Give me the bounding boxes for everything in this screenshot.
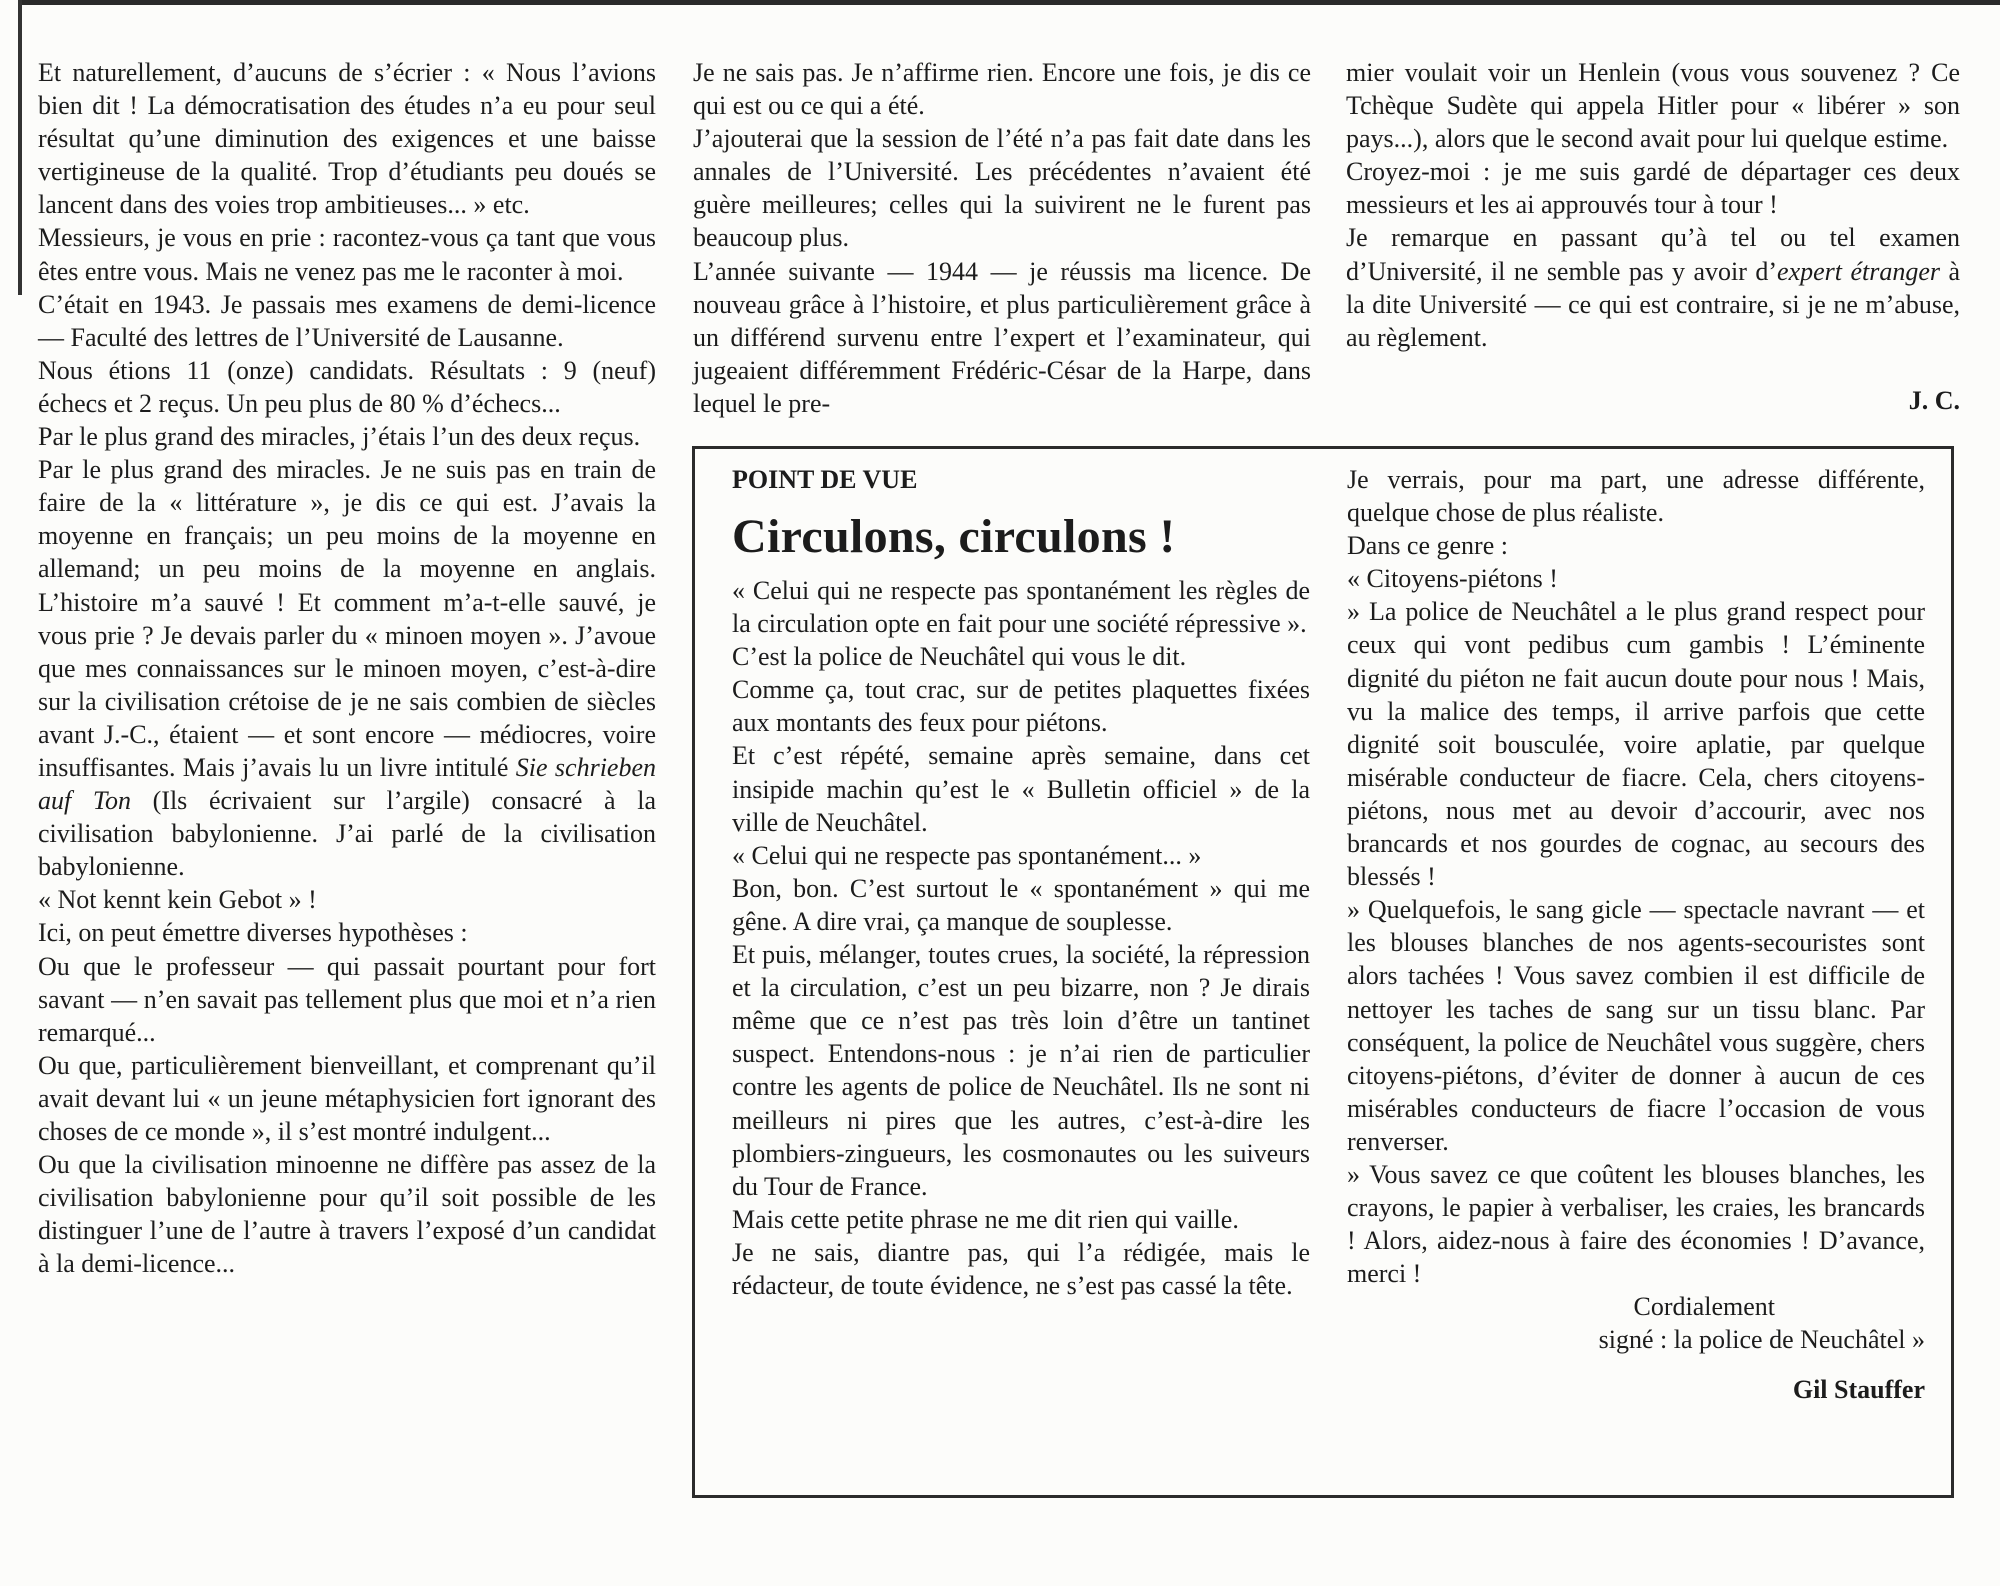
- paragraph: C’était en 1943. Je passais mes examens de demi-licence — Faculté des lettres de l’Université de Lausanne.: [38, 289, 656, 352]
- paragraph: Comme ça, tout crac, sur de petites plaquettes fixées aux montants des feux pour piétons.: [732, 675, 1310, 738]
- paragraph: Et naturellement, d’aucuns de s’écrier : « Nous l’avions bien dit ! La démocratisation des études n’a eu pour seul résultat qu’une diminution des exigences et une baisse vertigineuse de la qualité. Trop d’étudiants peu doués se lancent dans des voies trop ambitieuses... » etc.: [38, 58, 656, 220]
- paragraph: Ou que la civilisation minoenne ne diffère pas assez de la civilisation babylonienne pour qu’il soit possible de les distinguer l’une de l’autre à travers l’exposé d’un candidat à la demi-licence...: [38, 1150, 656, 1279]
- paragraph-text: à la dite Université — ce qui est contraire, si je ne m’abuse, au règlement.: [1346, 256, 1960, 352]
- paragraph-book-reference: [38, 453, 656, 883]
- paragraph: Croyez-moi : je me suis gardé de départager ces deux messieurs et les ai approuvés tour à tour !: [1346, 157, 1960, 220]
- author-signature: J. C.: [1908, 386, 1960, 415]
- paragraph: » Quelquefois, le sang gicle — spectacle navrant — et les blouses blanches de nos agents-secouristes sont alors tachées ! Vous savez combien il est difficile de nettoyer les taches de sang sur un tissu blanc. Par conséquent, la police de Neuchâtel vous suggère, chers citoyens-piétons, d’éviter de donner à aucun de ces misérables conducteurs de fiacre l’occasion de vous renverser.: [1347, 895, 1925, 1156]
- paragraph: Ici, on peut émettre diverses hypothèses :: [38, 918, 468, 948]
- paragraph: « Celui qui ne respecte pas spontanément... »: [732, 840, 1202, 870]
- paragraph: Messieurs, je vous en prie : racontez-vous ça tant que vous êtes entre vous. Mais ne venez pas me le raconter à moi.: [38, 223, 656, 286]
- paragraph: Et puis, mélanger, toutes crues, la société, la répression et la circulation, c’est un peu bizarre, non ? Je dirais même que ce n’est pas très loin d’être un tantinet suspect. Entendons-nous : je n’ai rien de particulier contre les agents de police de Neuchâtel. Ils ne sont ni meilleurs ni pires que les autres, c’est-à-dire les plombiers-zingueurs, les cosmonautes ou les suiveurs du Tour de France.: [732, 940, 1310, 1201]
- paragraph: Bon, bon. C’est surtout le « spontanément » qui me gêne. A dire vrai, ça manque de souplesse.: [732, 873, 1310, 936]
- paragraph: « Not kennt kein Gebot » !: [38, 885, 317, 915]
- box-body-left: [732, 574, 1310, 1302]
- paragraph-text: Par le plus grand des miracles. Je ne suis pas en train de faire de la « littérature », je dis ce qui est. J’avais la moyenne en français; un peu moins de la moyenne en allemand; un peu moins de la moyenne en anglais. L’histoire m’a sauvé ! Et comment m’a-t-elle sauvé, je vous prie ? Je devais parler du « minoen moyen ». J’avoue que mes connaissances sur le minoen moyen, c’est-à-dire sur la civilisation crétoise de je ne sais combien de siècles avant J.-C., étaient — et sont encore — médiocres, voire insuffisantes. Mais j’avais lu un livre intitulé: [38, 455, 656, 782]
- article-column-3: [1346, 56, 1960, 354]
- box-column-left: [732, 463, 1310, 1302]
- paragraph-text: (Ils écrivaient sur l’argile) consacré à la civilisation babylonienne. J’ai parlé de la civilisation babylonienne.: [38, 786, 657, 882]
- paragraph: Je ne sais pas. Je n’affirme rien. Encore une fois, je dis ce qui est ou ce qui a été.: [693, 58, 1311, 121]
- paragraph: Ou que, particulièrement bienveillant, et comprenant qu’il avait devant lui « un jeune métaphysicien fort ignorant des choses de ce monde », il s’est montré indulgent...: [38, 1050, 656, 1146]
- paragraph: Ou que le professeur — qui passait pourtant pour fort savant — n’en savait pas tellement plus que moi et n’a rien remarqué...: [38, 951, 656, 1047]
- paragraph: Dans ce genre :: [1347, 531, 1508, 561]
- paragraph-expert: [1346, 221, 1960, 353]
- point-de-vue-box: [692, 446, 1954, 1498]
- paragraph-text: Je remarque en passant qu’à tel ou tel examen d’Université, il ne semble pas y avoir d’: [1346, 223, 1960, 286]
- closing-salutation: Cordialement: [1633, 1292, 1775, 1322]
- closing-signed: signé : la police de Neuchâtel »: [1598, 1325, 1925, 1355]
- paragraph: J’ajouterai que la session de l’été n’a pas fait date dans les annales de l’Université. Les précédentes n’avaient été guère meilleures; celles qui la suivirent ne le furent pas beaucoup plus.: [693, 124, 1311, 253]
- paragraph: C’est la police de Neuchâtel qui vous le dit.: [732, 642, 1187, 672]
- paragraph: « Citoyens-piétons !: [1347, 564, 1558, 594]
- paragraph: Mais cette petite phrase ne me dit rien qui vaille.: [732, 1204, 1239, 1234]
- paragraph: Nous étions 11 (onze) candidats. Résultats : 9 (neuf) échecs et 2 reçus. Un peu plus de 80 % d’échecs...: [38, 355, 656, 418]
- letter-closing: [1347, 1290, 1925, 1356]
- author-signature: Gil Stauffer: [1792, 1374, 1925, 1404]
- left-border-rule: [18, 0, 22, 295]
- top-border-rule: [18, 0, 2000, 5]
- article-column-2: [693, 56, 1311, 420]
- paragraph: Et c’est répété, semaine après semaine, dans cet insipide machin qu’est le « Bulletin officiel » de la ville de Neuchâtel.: [732, 741, 1310, 837]
- paragraph: » La police de Neuchâtel a le plus grand respect pour ceux qui vont pedibus cum gambis ! L’éminente dignité du piéton ne fait aucun doute pour nous ! Mais, vu la malice des temps, il arrive parfois que cette dignité soit bousculée, voire aplatie, par quelque misérable conducteur de fiacre. Cela, chers citoyens-piétons, nous met au devoir d’accourir, avec nos brancards et nos gourdes de cognac, au secours des blessés !: [1347, 597, 1925, 892]
- paragraph: » Vous savez ce que coûtent les blouses blanches, les crayons, le papier à verbaliser, les craies, les brancards ! Alors, aidez-nous à faire des économies ! D’avance, merci !: [1347, 1159, 1925, 1289]
- book-title: Sie schrieben auf Ton: [38, 752, 656, 816]
- paragraph: Je verrais, pour ma part, une adresse différente, quelque chose de plus réaliste.: [1347, 465, 1925, 528]
- section-kicker: POINT DE VUE: [732, 465, 918, 494]
- paragraph: Par le plus grand des miracles, j’étais l’un des deux reçus.: [38, 422, 641, 452]
- paragraph: mier voulait voir un Henlein (vous vous souvenez ? Ce Tchèque Sudète qui appela Hitler pour « libérer » son pays...), alors que le second avait pour lui quelque estime.: [1346, 58, 1960, 154]
- article-column-1: [38, 56, 656, 1280]
- paragraph: L’année suivante — 1944 — je réussis ma licence. De nouveau grâce à l’histoire, et plus particulièrement grâce à un différend survenu entre l’expert et l’examinateur, qui jugeaient différemment Frédéric-César de la Harpe, dans lequel le pre-: [693, 256, 1311, 418]
- article-headline: Circulons, circulons !: [732, 510, 1176, 563]
- paragraph: Je ne sais, diantre pas, qui l’a rédigée, mais le rédacteur, de toute évidence, ne s’est pas cassé la tête.: [732, 1237, 1310, 1300]
- paragraph: « Celui qui ne respecte pas spontanément les règles de la circulation opte en fait pour une société répressive ».: [732, 576, 1310, 639]
- italic-phrase: expert étranger: [1777, 256, 1940, 286]
- box-column-right: [1347, 463, 1925, 1405]
- box-body-right: [1347, 463, 1925, 1290]
